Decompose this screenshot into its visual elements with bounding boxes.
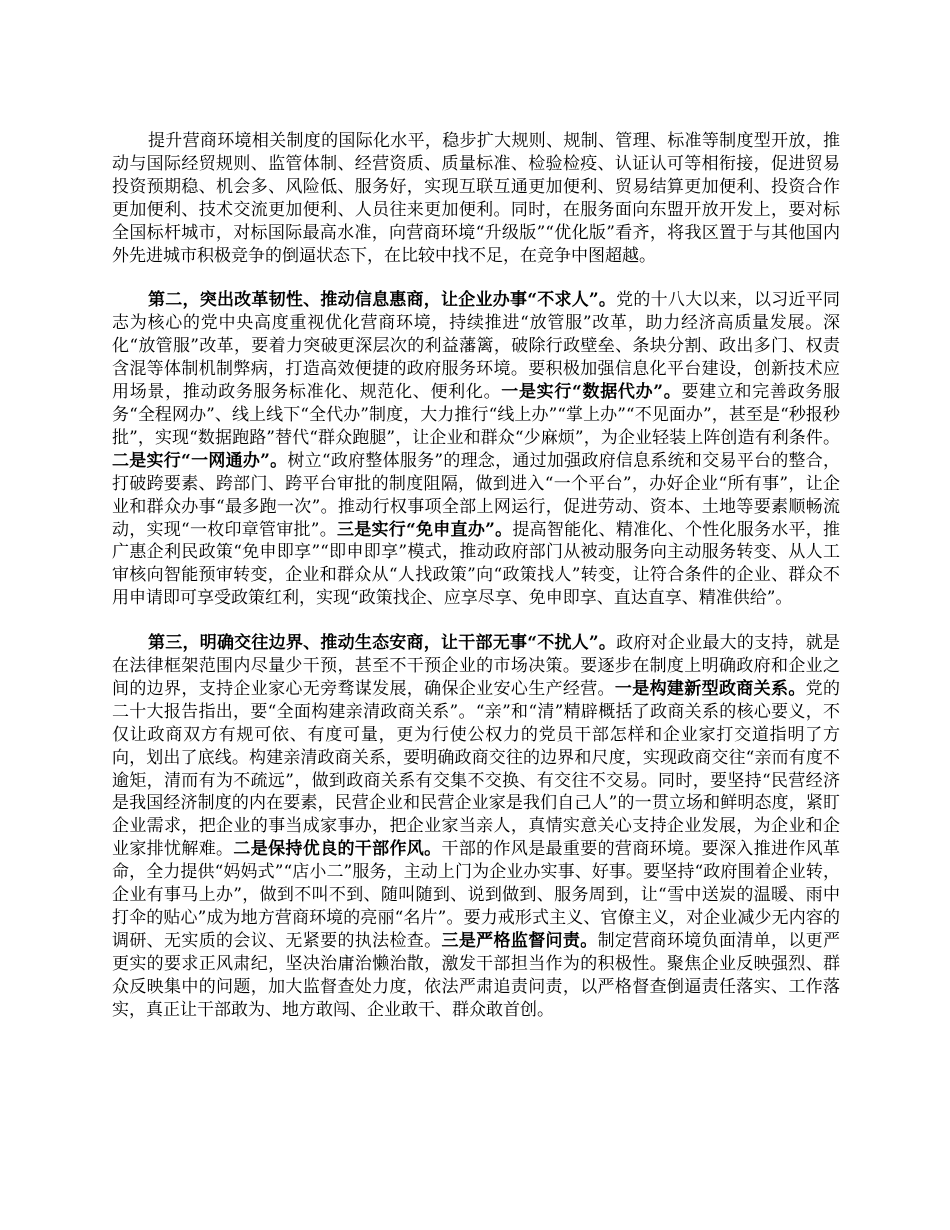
paragraph-text: 提升营商环境相关制度的国际化水平，稳步扩大规则、规制、管理、标准等制度型开放，推动与国际经贸规则、监管体制、经营资质、质量标准、检验检疫、认证认可等相衔接，促进贸易投资预期稳、机会多、风险低、服务好，实现互联互通更加便利、贸易结算更加便利、投资合作更加便利、技术交流更加便利、人员往来更加便利。同时，在服务面向东盟开放开发上，要对标全国标杆城市，对标国际最高水准，向营商环境“升级版”“优化版”看齐，将我区置于与其他国内外先进城市积极竞争的倒逼状态下，在比较中找不足，在竞争中图超越。 (112, 131, 840, 266)
paragraph-international (112, 130, 840, 267)
paragraph-reform (112, 289, 840, 610)
paragraph-text: 要建立和完善政务服务“全程网办”、线上线下“全代办”制度，大力推行“线上办”“掌上办”“不见面办”，甚至是“秒报秒批”，实现“数据跑路”替代“群众跑腿”，让企业和群众“少麻烦”，为企业轻装上阵创造有利条件。 (112, 382, 841, 448)
paragraph-text: 干部的作风是最重要的营商环境。要深入推进作风革命，全力提供“妈妈式”“店小二”服务，主动上门为企业办实事、好事。要坚持“政府围着企业转，企业有事马上办”，做到不叫不到、随叫随到、说到做到、服务周到，让“雪中送炭的温暖、雨中打伞的贴心”成为地方营商环境的亮丽“名片”。要力戒形式主义、官僚主义，对企业减少无内容的调研、无实质的会议、无紧要的执法检查。 (112, 839, 841, 951)
section-heading-boundaries: 第三，明确交往边界、推动生态安商，让干部无事“不扰人”。 (148, 633, 617, 654)
paragraph-text: 党的二十大报告指出，要“全面构建亲清政商关系”。“亲”和“清”精辟概括了政商关系的核心要义，不仅让政商双方有规可依、有度可量，更为行使公权力的党员干部怎样和企业家打交道指明了方向，划出了底线。构建亲清政商关系，要明确政商交往的边界和尺度，实现政商交往“亲而有度不逾矩，清而有为不疏远”，做到政商关系有交集不交换、有交往不交易。同时，要坚持“民营经济是我国经济制度的内在要素，民营企业和民营企业家是我们自己人”的一贯立场和鲜明态度，紧盯企业需求，把企业的事当成家事办，把企业家当亲人，真情实意关心支持企业发展，为企业和企业家排忧解难。 (112, 678, 841, 860)
document-page (112, 130, 840, 1044)
point-heading-supervision: 三是严格监督问责。 (441, 930, 598, 951)
point-heading-style: 二是保持优良的干部作风。 (233, 839, 442, 860)
section-heading-reform: 第二，突出改革韧性、推动信息惠商，让企业办事“不求人”。 (148, 290, 617, 311)
paragraph-text: 政府对企业最大的支持，就是在法律框架范围内尽量少干预，甚至不干预企业的市场决策。要逐步在制度上明确政府和企业之间的边界，支持企业家心无旁骛谋发展，确保企业安心生产经营。 (112, 633, 841, 699)
point-heading-relations: 一是构建新型政商关系。 (614, 678, 806, 699)
point-heading-data-agent: 一是实行“数据代办”。 (501, 382, 682, 403)
paragraph-text: 树立“政府整体服务”的理念，通过加强政府信息系统和交易平台的整合，打破跨要素、跨部门、跨平台审批的制度阻隔，做到进入“一个平台”，办好企业“所有事”，让企业和群众办事“最多跑一次”。推动行权事项全部上网运行，促进劳动、资本、土地等要素顺畅流动，实现“一枚印章管审批”。 (112, 450, 840, 540)
paragraph-text: 制定营商环境负面清单，以更严更实的要求正风肃纪，坚决治庸治懒治散，激发干部担当作为的积极性。聚焦企业反映强烈、群众反映集中的问题，加大监督查处力度，依法严肃追责问责，以严格督查倒逼责任落实、工作落实，真正让干部敢为、地方敢闯、企业敢干、群众敢首创。 (112, 930, 841, 1020)
point-heading-no-application: 三是实行“免申直办”。 (336, 519, 513, 540)
paragraph-text: 提高智能化、精准化、个性化服务水平，推广惠企利民政策“免申即享”“即申即享”模式，推动政府部门从被动服务向主动服务转变、从人工审核向智能预审转变，企业和群众从“人找政策”向“政策找人”转变，让符合条件的企业、群众不用申请即可享受政策红利，实现“政策找企、应享尽享、免申即享、直达直享、精准供给”。 (112, 519, 840, 609)
paragraph-text: 党的十八大以来，以习近平同志为核心的党中央高度重视优化营商环境，持续推进“放管服”改革，助力经济高质量发展。深化“放管服”改革，要着力突破更深层次的利益藩篱，破除行政壁垒、条块分割、政出多门、权责含混等体制机制弊病，打造高效便捷的政府服务环境。要积极加强信息化平台建设，创新技术应用场景，推动政务服务标准化、规范化、便利化。 (112, 290, 841, 403)
point-heading-one-network: 二是实行“一网通办”。 (112, 450, 288, 471)
paragraph-boundaries (112, 632, 840, 1021)
